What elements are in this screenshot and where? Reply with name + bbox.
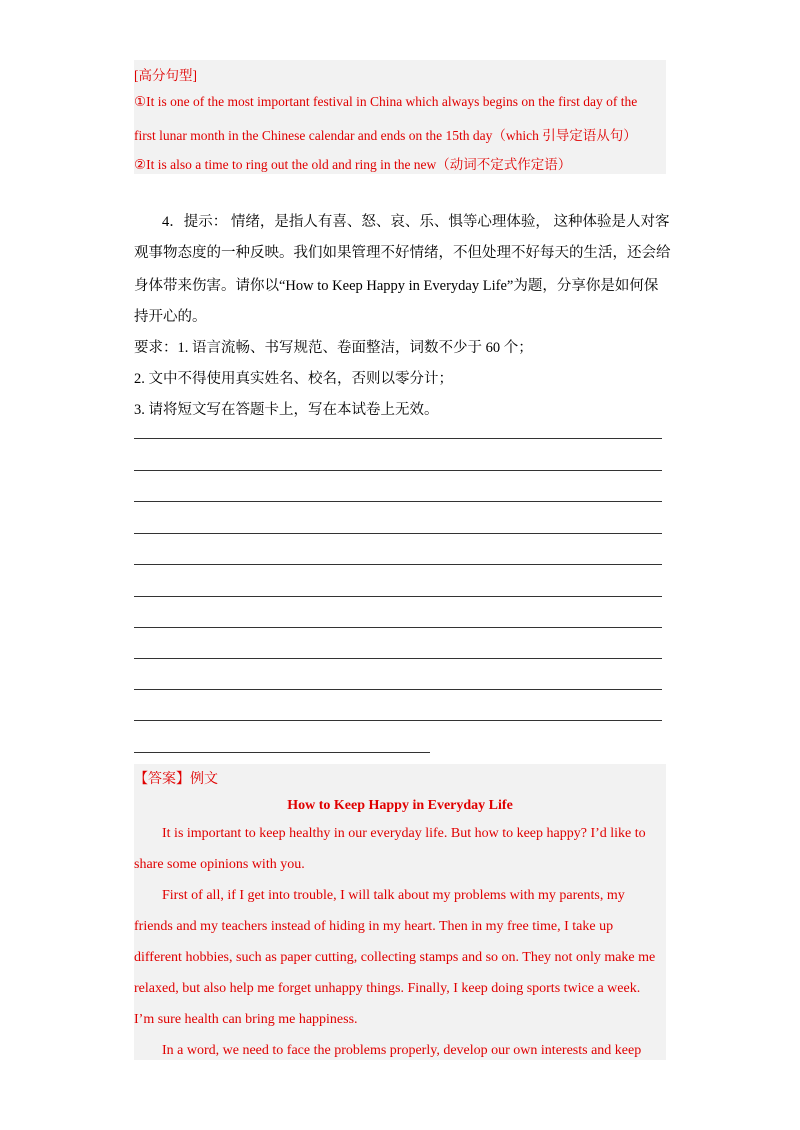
key-sentence-1a: ①It is one of the most important festival in China which always begins on the first day of the — [134, 94, 638, 109]
writing-line-short — [134, 752, 430, 753]
key-sentences-heading: [高分句型] — [134, 68, 197, 83]
writing-line — [134, 501, 662, 502]
requirement-line-3: 3. 请将短文写在答题卡上，写在本试卷上无效。 — [134, 402, 439, 418]
writing-line — [134, 658, 662, 659]
prompt-line-3: 身体带来伤害。请你以“How to Keep Happy in Everyday Life”为题，分享你是如何保 — [134, 278, 659, 294]
answer-block — [134, 764, 666, 1060]
essay-line-8: In a word, we need to face the problems properly, develop our own interests and keep — [162, 1043, 642, 1058]
writing-line — [134, 438, 662, 439]
key-sentence-1b: first lunar month in the Chinese calendar and ends on the 15th day（which 引导定语从句） — [134, 128, 637, 143]
writing-line — [134, 470, 662, 471]
requirement-line-2: 2. 文中不得使用真实姓名、校名，否则以零分计； — [134, 371, 453, 387]
writing-line — [134, 533, 662, 534]
essay-line-6: relaxed, but also help me forget unhappy things. Finally, I keep doing sports twice a week. — [134, 981, 641, 996]
prompt-line-2: 观事物态度的一种反映。我们如果管理不好情绪，不但处理不好每天的生活，还会给 — [134, 245, 671, 261]
prompt-line-1: 4．提示： 情绪，是指人有喜、怒、哀、乐、惧等心理体验， 这种体验是人对客 — [162, 214, 670, 230]
essay-line-1: It is important to keep healthy in our everyday life. But how to keep happy? I’d like to — [162, 826, 646, 841]
requirement-line-1: 要求：1. 语言流畅、书写规范、卷面整洁，词数不少于 60 个； — [134, 340, 533, 356]
essay-title: How to Keep Happy in Everyday Life — [287, 798, 513, 813]
essay-line-7: I’m sure health can bring me happiness. — [134, 1012, 358, 1027]
writing-line — [134, 689, 662, 690]
prompt-line-4: 持开心的。 — [134, 309, 207, 325]
answer-label: 【答案】例文 — [134, 772, 218, 787]
key-sentence-2: ②It is also a time to ring out the old and ring in the new（动词不定式作定语） — [134, 157, 572, 172]
writing-line — [134, 564, 662, 565]
writing-line — [134, 720, 662, 721]
essay-line-5: different hobbies, such as paper cutting, collecting stamps and so on. They not only make me — [134, 950, 656, 965]
essay-line-2: share some opinions with you. — [134, 857, 305, 872]
writing-line — [134, 596, 662, 597]
essay-line-3: First of all, if I get into trouble, I will talk about my problems with my parents, my — [162, 888, 625, 903]
essay-line-4: friends and my teachers instead of hiding in my heart. Then in my free time, I take up — [134, 919, 614, 934]
writing-line — [134, 627, 662, 628]
key-sentences-block — [134, 60, 666, 174]
